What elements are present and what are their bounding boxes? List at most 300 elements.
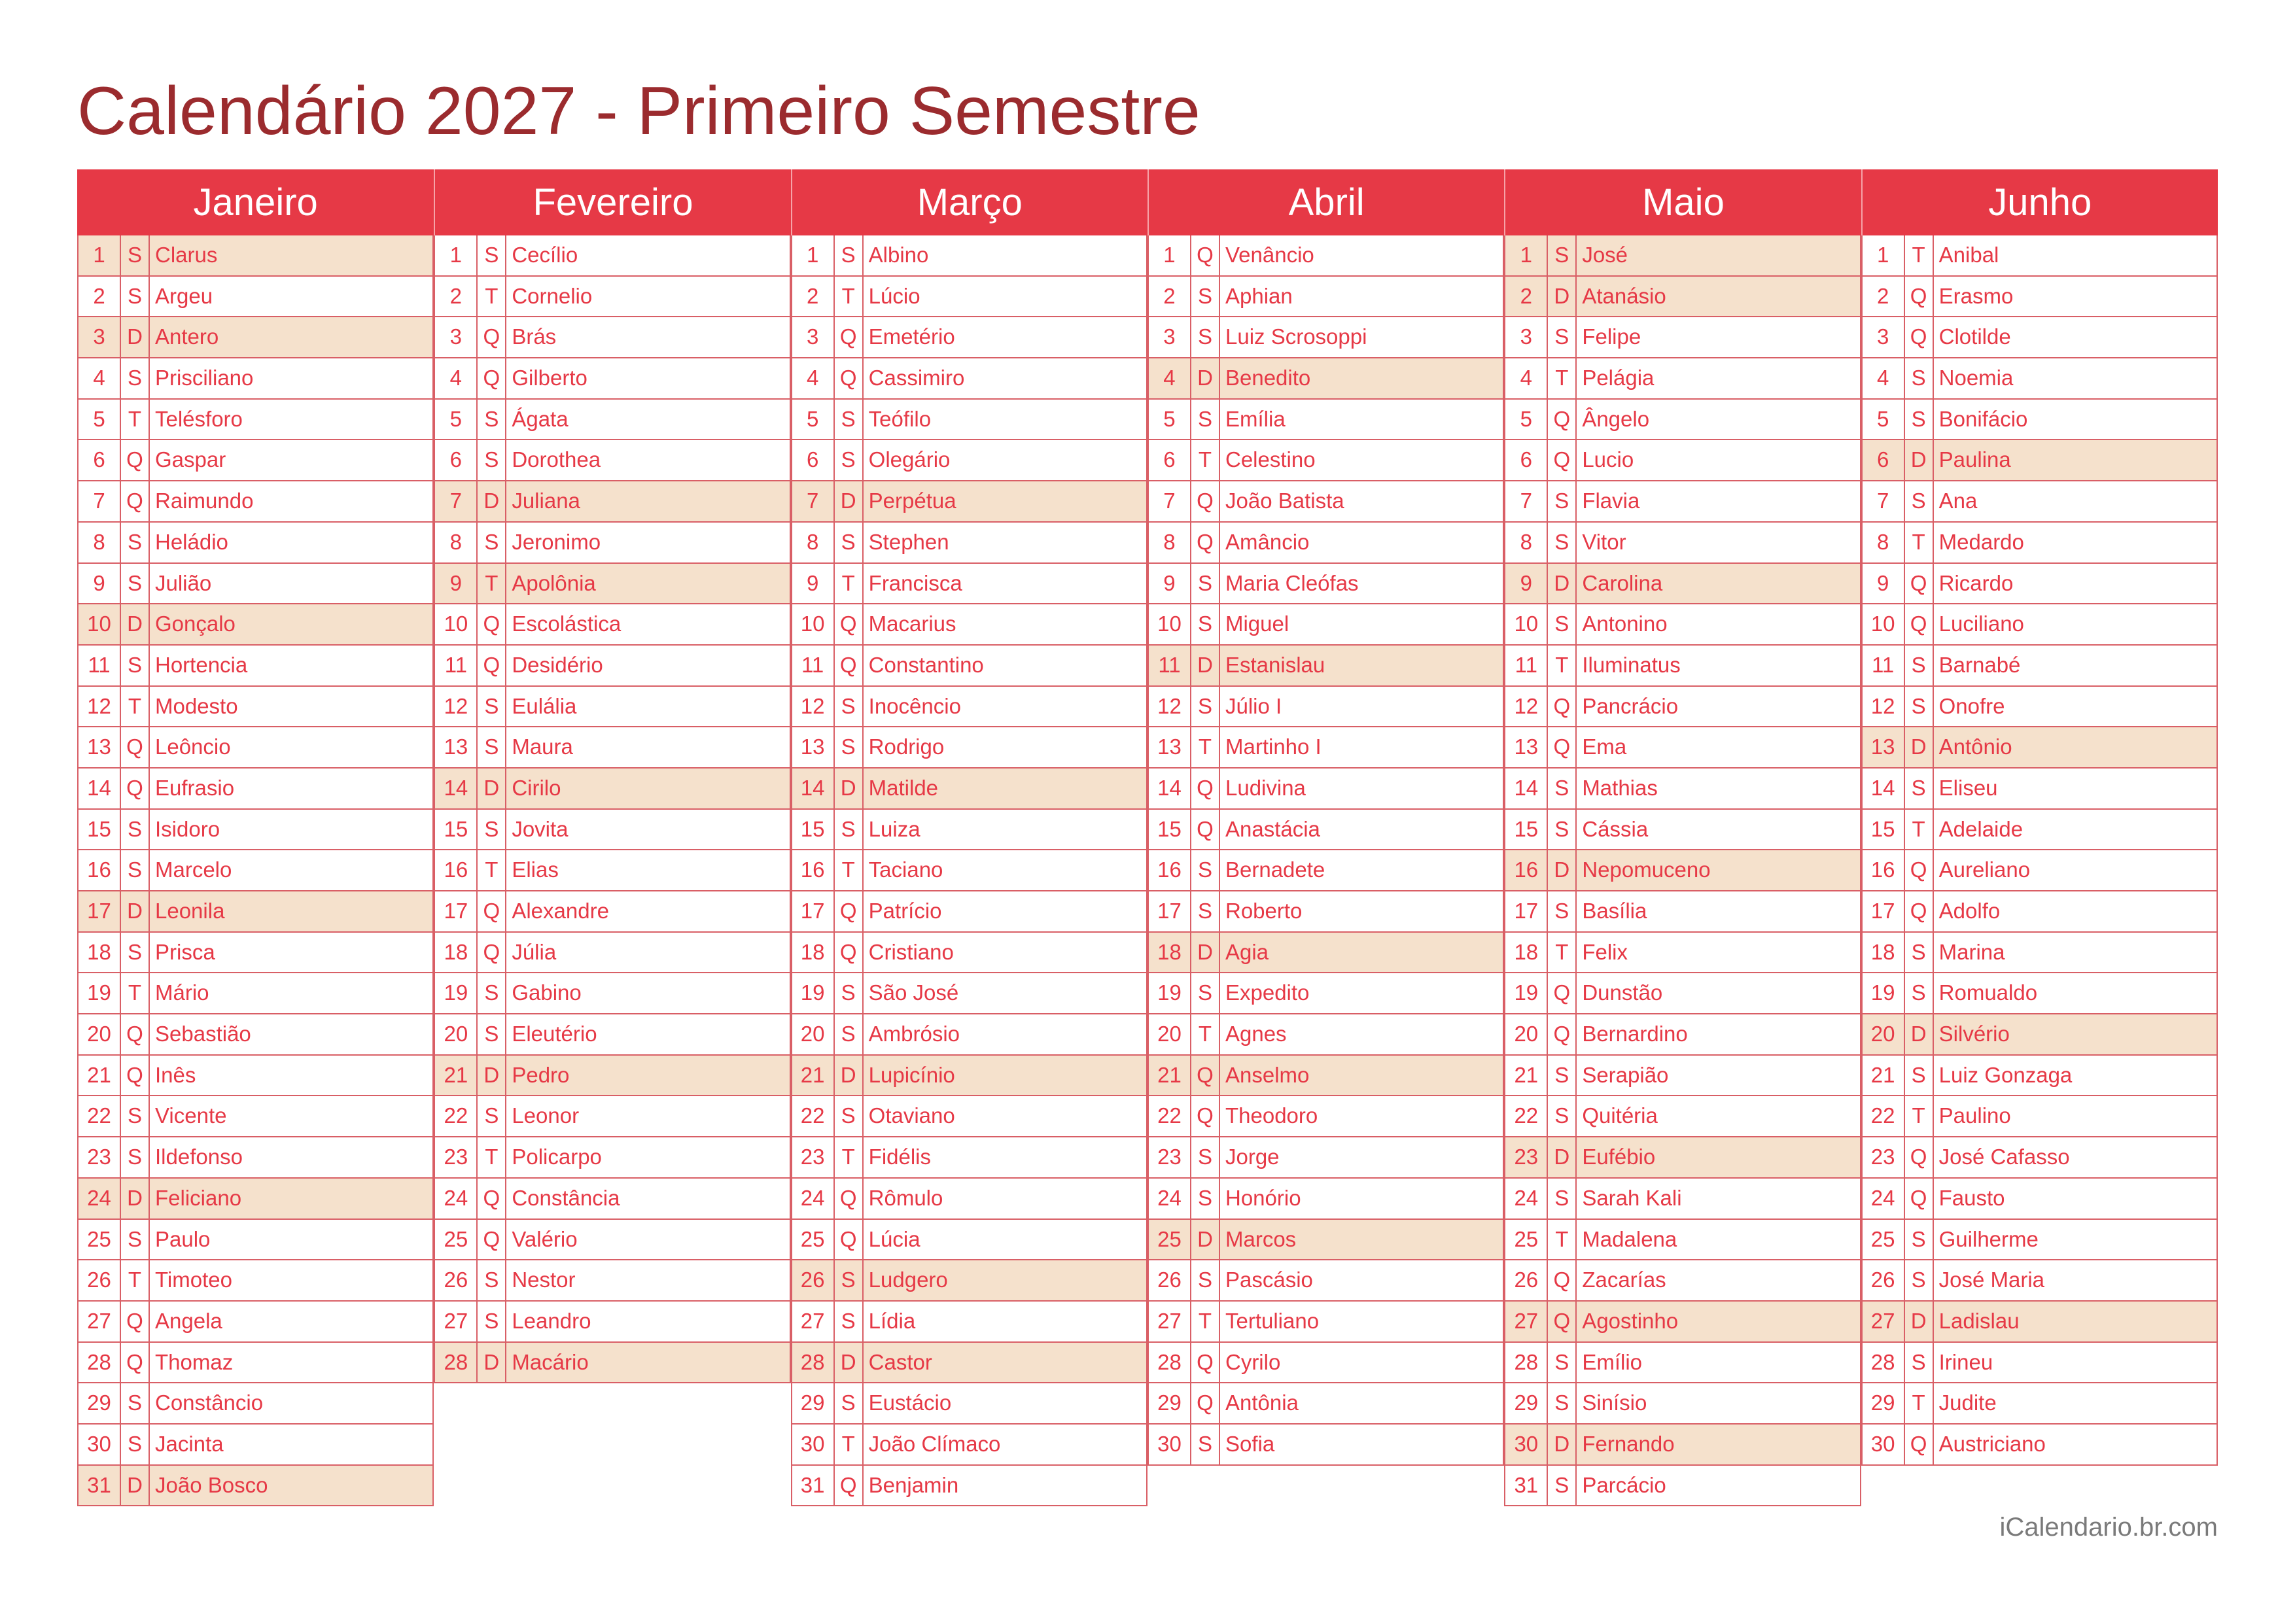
day-row bbox=[1861, 933, 2218, 974]
saint-name: Juliana bbox=[512, 489, 580, 513]
saint-name: Felix bbox=[1582, 939, 1628, 964]
weekday-letter: T bbox=[835, 564, 864, 604]
weekday-letter: D bbox=[835, 769, 864, 808]
saint-name: Paulino bbox=[1938, 1103, 2011, 1128]
day-number: 31 bbox=[792, 1466, 835, 1506]
saint-name: Noemia bbox=[1938, 366, 2014, 390]
saint-name: Inês bbox=[155, 1062, 196, 1087]
weekday-letter: D bbox=[478, 481, 506, 521]
weekday-letter: D bbox=[1191, 1220, 1220, 1260]
day-number: 2 bbox=[1505, 277, 1548, 317]
saint-name: Valério bbox=[512, 1226, 578, 1251]
day-number: 29 bbox=[1149, 1383, 1191, 1423]
day-number: 4 bbox=[1505, 358, 1548, 398]
day-row bbox=[1504, 564, 1861, 605]
weekday-letter: S bbox=[1905, 1343, 1934, 1383]
saint-name: Rômulo bbox=[868, 1185, 943, 1210]
day-number: 16 bbox=[1505, 850, 1548, 890]
saint-name: Luiz Scrosoppi bbox=[1225, 324, 1367, 349]
day-number: 6 bbox=[1505, 440, 1548, 480]
weekday-letter: Q bbox=[1191, 1056, 1220, 1096]
day-number: 17 bbox=[1863, 891, 1905, 931]
weekday-letter: S bbox=[835, 235, 864, 275]
day-row bbox=[77, 317, 434, 358]
weekday-letter: S bbox=[835, 1260, 864, 1300]
saint-name: Flavia bbox=[1582, 489, 1640, 513]
day-number: 25 bbox=[79, 1220, 121, 1260]
saint-name: Carolina bbox=[1582, 570, 1663, 595]
day-row bbox=[1861, 1343, 2218, 1384]
saint-name: Honório bbox=[1225, 1185, 1301, 1210]
day-row bbox=[791, 604, 1148, 646]
saint-name: Ângelo bbox=[1582, 406, 1650, 431]
weekday-letter: T bbox=[478, 850, 506, 890]
day-row bbox=[1504, 523, 1861, 564]
day-row bbox=[1148, 646, 1504, 687]
weekday-letter: T bbox=[1548, 358, 1577, 398]
weekday-letter: S bbox=[478, 727, 506, 767]
day-number: 7 bbox=[1863, 481, 1905, 521]
saint-name: Bernardino bbox=[1582, 1022, 1688, 1046]
day-row bbox=[1861, 481, 2218, 523]
day-number: 19 bbox=[1863, 973, 1905, 1013]
day-number: 11 bbox=[1505, 646, 1548, 685]
day-number: 13 bbox=[435, 727, 478, 767]
day-number: 8 bbox=[792, 523, 835, 562]
day-row bbox=[1148, 1302, 1504, 1343]
weekday-letter: D bbox=[121, 317, 150, 357]
day-row bbox=[1148, 358, 1504, 400]
saint-name: Heládio bbox=[155, 529, 228, 554]
day-number: 1 bbox=[1149, 235, 1191, 275]
day-row bbox=[77, 481, 434, 523]
month-header: Abril bbox=[1148, 169, 1504, 235]
day-row bbox=[1504, 646, 1861, 687]
day-row bbox=[434, 1260, 790, 1302]
day-number: 23 bbox=[1149, 1137, 1191, 1177]
saint-name: Albino bbox=[868, 243, 929, 267]
day-row bbox=[1861, 727, 2218, 769]
month-column bbox=[1861, 169, 2218, 1506]
weekday-letter: S bbox=[478, 1096, 506, 1136]
saint-name: Policarpo bbox=[512, 1145, 602, 1169]
saint-name: Francisca bbox=[868, 570, 962, 595]
day-row bbox=[1861, 1014, 2218, 1056]
saint-name: Quitéria bbox=[1582, 1103, 1658, 1128]
weekday-letter: S bbox=[1191, 973, 1220, 1013]
weekday-letter: S bbox=[1548, 317, 1577, 357]
saint-name: Maria Cleófas bbox=[1225, 570, 1359, 595]
weekday-letter: S bbox=[1191, 687, 1220, 727]
day-row bbox=[1861, 1260, 2218, 1302]
day-number: 11 bbox=[792, 646, 835, 685]
weekday-letter: D bbox=[1548, 564, 1577, 604]
day-row bbox=[1148, 235, 1504, 277]
day-number: 16 bbox=[1149, 850, 1191, 890]
day-row bbox=[1148, 1343, 1504, 1384]
day-row bbox=[1148, 850, 1504, 891]
day-number: 25 bbox=[1863, 1220, 1905, 1260]
weekday-letter: Q bbox=[1548, 727, 1577, 767]
weekday-letter: S bbox=[1905, 687, 1934, 727]
saint-name: Aureliano bbox=[1938, 857, 2031, 882]
day-number: 2 bbox=[1149, 277, 1191, 317]
day-number: 24 bbox=[792, 1179, 835, 1218]
saint-name: Expedito bbox=[1225, 980, 1310, 1005]
day-number: 12 bbox=[79, 687, 121, 727]
day-number: 27 bbox=[435, 1302, 478, 1341]
day-row bbox=[434, 440, 790, 481]
saint-name: Escolástica bbox=[512, 612, 622, 636]
weekday-letter: D bbox=[1905, 1302, 1934, 1341]
weekday-letter: D bbox=[1548, 277, 1577, 317]
day-number: 21 bbox=[792, 1056, 835, 1096]
weekday-letter: T bbox=[1905, 523, 1934, 562]
weekday-letter: Q bbox=[1548, 400, 1577, 440]
day-number: 5 bbox=[79, 400, 121, 440]
day-row bbox=[791, 850, 1148, 891]
saint-name: Modesto bbox=[155, 693, 238, 718]
weekday-letter: Q bbox=[121, 727, 150, 767]
day-row bbox=[1861, 1179, 2218, 1220]
day-row bbox=[1148, 727, 1504, 769]
saint-name: Serapião bbox=[1582, 1062, 1669, 1087]
day-row bbox=[434, 564, 790, 605]
day-number: 4 bbox=[435, 358, 478, 398]
saint-name: Guilherme bbox=[1938, 1226, 2039, 1251]
day-number: 14 bbox=[1505, 769, 1548, 808]
saint-name: Ana bbox=[1938, 489, 1978, 513]
day-row bbox=[791, 646, 1148, 687]
day-number: 4 bbox=[79, 358, 121, 398]
day-number: 15 bbox=[1505, 810, 1548, 850]
day-number: 11 bbox=[79, 646, 121, 685]
day-number: 6 bbox=[792, 440, 835, 480]
day-number: 18 bbox=[792, 933, 835, 973]
saint-name: Lúcia bbox=[868, 1226, 920, 1251]
day-row bbox=[791, 1220, 1148, 1261]
day-row bbox=[791, 277, 1148, 318]
day-row bbox=[1148, 1096, 1504, 1137]
day-row bbox=[1148, 1056, 1504, 1097]
day-row bbox=[434, 687, 790, 728]
saint-name: Leonor bbox=[512, 1103, 580, 1128]
day-number: 13 bbox=[1863, 727, 1905, 767]
saint-name: Jovita bbox=[512, 816, 569, 841]
day-number: 6 bbox=[1863, 440, 1905, 480]
day-number: 21 bbox=[79, 1056, 121, 1096]
day-row bbox=[1504, 235, 1861, 277]
day-number: 10 bbox=[792, 604, 835, 644]
day-number: 20 bbox=[79, 1014, 121, 1054]
weekday-letter: T bbox=[835, 850, 864, 890]
weekday-letter: D bbox=[835, 1343, 864, 1383]
weekday-letter: D bbox=[1905, 440, 1934, 480]
day-row bbox=[1148, 1220, 1504, 1261]
day-number: 24 bbox=[1863, 1179, 1905, 1218]
weekday-letter: Q bbox=[1905, 850, 1934, 890]
day-number: 27 bbox=[79, 1302, 121, 1341]
saint-name: Castor bbox=[868, 1349, 932, 1374]
saint-name: Benedito bbox=[1225, 366, 1311, 390]
day-row bbox=[791, 1466, 1148, 1507]
day-number: 26 bbox=[79, 1260, 121, 1300]
weekday-letter: T bbox=[835, 1425, 864, 1464]
weekday-letter: Q bbox=[1548, 440, 1577, 480]
saint-name: Estanislau bbox=[1225, 652, 1325, 677]
day-number: 23 bbox=[435, 1137, 478, 1177]
day-number: 1 bbox=[1863, 235, 1905, 275]
day-row bbox=[791, 687, 1148, 728]
day-number: 31 bbox=[1505, 1466, 1548, 1506]
saint-name: Desidério bbox=[512, 652, 603, 677]
day-number: 26 bbox=[1505, 1260, 1548, 1300]
weekday-letter: Q bbox=[835, 646, 864, 685]
day-row bbox=[77, 1179, 434, 1220]
saint-name: José bbox=[1582, 243, 1628, 267]
day-number: 30 bbox=[79, 1425, 121, 1464]
day-row bbox=[1504, 1425, 1861, 1466]
day-number: 22 bbox=[435, 1096, 478, 1136]
day-number: 1 bbox=[1505, 235, 1548, 275]
day-row bbox=[791, 1179, 1148, 1220]
day-number: 9 bbox=[792, 564, 835, 604]
day-row bbox=[1861, 1056, 2218, 1097]
day-row bbox=[1148, 687, 1504, 728]
day-row bbox=[791, 1343, 1148, 1384]
day-number: 7 bbox=[1505, 481, 1548, 521]
day-number: 3 bbox=[79, 317, 121, 357]
day-number: 2 bbox=[1863, 277, 1905, 317]
saint-name: Pascásio bbox=[1225, 1268, 1313, 1292]
day-row bbox=[1861, 646, 2218, 687]
day-number: 28 bbox=[1863, 1343, 1905, 1383]
day-number: 18 bbox=[1863, 933, 1905, 973]
day-row bbox=[1861, 523, 2218, 564]
day-number: 13 bbox=[1505, 727, 1548, 767]
saint-name: Pancrácio bbox=[1582, 693, 1679, 718]
saint-name: Agostinho bbox=[1582, 1308, 1679, 1333]
day-number: 6 bbox=[435, 440, 478, 480]
day-row bbox=[1504, 1014, 1861, 1056]
day-row bbox=[77, 523, 434, 564]
day-number: 17 bbox=[792, 891, 835, 931]
weekday-letter: S bbox=[478, 1014, 506, 1054]
day-number: 23 bbox=[1505, 1137, 1548, 1177]
saint-name: Roberto bbox=[1225, 899, 1303, 923]
day-number: 4 bbox=[792, 358, 835, 398]
saint-name: Leonila bbox=[155, 899, 225, 923]
weekday-letter: Q bbox=[478, 358, 506, 398]
day-row bbox=[791, 769, 1148, 810]
day-row bbox=[791, 1260, 1148, 1302]
day-row bbox=[77, 687, 434, 728]
day-row bbox=[77, 604, 434, 646]
saint-name: Angela bbox=[155, 1308, 222, 1333]
weekday-letter: T bbox=[121, 400, 150, 440]
weekday-letter: S bbox=[478, 1302, 506, 1341]
saint-name: Prisca bbox=[155, 939, 215, 964]
day-number: 26 bbox=[1149, 1260, 1191, 1300]
weekday-letter: S bbox=[1548, 810, 1577, 850]
saint-name: Ambrósio bbox=[868, 1022, 960, 1046]
saint-name: Atanásio bbox=[1582, 283, 1666, 308]
weekday-letter: Q bbox=[121, 1343, 150, 1383]
day-row bbox=[1861, 235, 2218, 277]
saint-name: Antônio bbox=[1938, 734, 2012, 759]
saint-name: Taciano bbox=[868, 857, 943, 882]
day-row bbox=[1504, 769, 1861, 810]
weekday-letter: Q bbox=[121, 1014, 150, 1054]
weekday-letter: Q bbox=[1905, 1137, 1934, 1177]
saint-name: Medardo bbox=[1938, 529, 2024, 554]
saint-name: Amâncio bbox=[1225, 529, 1310, 554]
day-row bbox=[77, 564, 434, 605]
day-number: 16 bbox=[1863, 850, 1905, 890]
weekday-letter: T bbox=[1548, 933, 1577, 973]
saint-name: Eustácio bbox=[868, 1391, 952, 1415]
saint-name: Ema bbox=[1582, 734, 1627, 759]
saint-name: Constâncio bbox=[155, 1391, 264, 1415]
saint-name: Pelágia bbox=[1582, 366, 1655, 390]
weekday-letter: S bbox=[478, 400, 506, 440]
month-header: Janeiro bbox=[77, 169, 434, 235]
day-number: 15 bbox=[435, 810, 478, 850]
weekday-letter: S bbox=[1905, 400, 1934, 440]
weekday-letter: S bbox=[835, 1383, 864, 1423]
saint-name: Luiza bbox=[868, 816, 920, 841]
saint-name: Eufébio bbox=[1582, 1145, 1656, 1169]
day-row bbox=[1861, 1096, 2218, 1137]
saint-name: Luciliano bbox=[1938, 612, 2024, 636]
saint-name: Feliciano bbox=[155, 1185, 242, 1210]
day-row bbox=[1504, 604, 1861, 646]
saint-name: Felipe bbox=[1582, 324, 1641, 349]
weekday-letter: D bbox=[835, 1056, 864, 1096]
weekday-letter: S bbox=[1548, 1096, 1577, 1136]
day-row bbox=[1504, 891, 1861, 933]
weekday-letter: Q bbox=[1905, 604, 1934, 644]
day-row bbox=[1148, 1260, 1504, 1302]
day-row bbox=[1504, 358, 1861, 400]
day-number: 14 bbox=[792, 769, 835, 808]
weekday-letter: S bbox=[1548, 891, 1577, 931]
day-number: 13 bbox=[1149, 727, 1191, 767]
day-row bbox=[1148, 933, 1504, 974]
saint-name: Paulina bbox=[1938, 447, 2011, 472]
day-number: 13 bbox=[79, 727, 121, 767]
day-number: 16 bbox=[79, 850, 121, 890]
saint-name: Paulo bbox=[155, 1226, 211, 1251]
day-row bbox=[1148, 523, 1504, 564]
saint-name: Martinho I bbox=[1225, 734, 1322, 759]
weekday-letter: T bbox=[835, 277, 864, 317]
saint-name: Zacarías bbox=[1582, 1268, 1666, 1292]
saint-name: João Clímaco bbox=[868, 1431, 1001, 1456]
day-number: 21 bbox=[1149, 1056, 1191, 1096]
weekday-letter: D bbox=[1191, 358, 1220, 398]
day-row bbox=[434, 317, 790, 358]
saint-name: Olegário bbox=[868, 447, 951, 472]
day-number: 24 bbox=[79, 1179, 121, 1218]
weekday-letter: D bbox=[1548, 1137, 1577, 1177]
saint-name: Isidoro bbox=[155, 816, 220, 841]
saint-name: Leandro bbox=[512, 1308, 591, 1333]
saint-name: Cássia bbox=[1582, 816, 1649, 841]
saint-name: Erasmo bbox=[1938, 283, 2014, 308]
saint-name: Tertuliano bbox=[1225, 1308, 1320, 1333]
saint-name: Elias bbox=[512, 857, 559, 882]
day-number: 8 bbox=[435, 523, 478, 562]
day-number: 26 bbox=[1863, 1260, 1905, 1300]
day-number: 11 bbox=[435, 646, 478, 685]
day-row bbox=[1504, 1220, 1861, 1261]
saint-name: Marcelo bbox=[155, 857, 232, 882]
weekday-letter: Q bbox=[1191, 769, 1220, 808]
weekday-letter: S bbox=[1905, 933, 1934, 973]
saint-name: Perpétua bbox=[868, 489, 956, 513]
day-row bbox=[434, 1220, 790, 1261]
day-row bbox=[1861, 1137, 2218, 1179]
weekday-letter: S bbox=[835, 440, 864, 480]
day-number: 22 bbox=[79, 1096, 121, 1136]
weekday-letter: Q bbox=[1548, 1302, 1577, 1341]
weekday-letter: S bbox=[1905, 1220, 1934, 1260]
day-row bbox=[1148, 973, 1504, 1014]
saint-name: Marcos bbox=[1225, 1226, 1297, 1251]
month-header: Junho bbox=[1861, 169, 2218, 235]
day-row bbox=[77, 727, 434, 769]
saint-name: Antônia bbox=[1225, 1391, 1299, 1415]
day-row bbox=[1861, 317, 2218, 358]
saint-name: Celestino bbox=[1225, 447, 1316, 472]
day-row bbox=[77, 1260, 434, 1302]
saint-name: São José bbox=[868, 980, 959, 1005]
day-number: 18 bbox=[1505, 933, 1548, 973]
saint-name: Brás bbox=[512, 324, 557, 349]
weekday-letter: Q bbox=[1905, 277, 1934, 317]
weekday-letter: S bbox=[478, 1260, 506, 1300]
weekday-letter: S bbox=[1548, 1343, 1577, 1383]
day-row bbox=[1504, 933, 1861, 974]
day-row bbox=[1148, 481, 1504, 523]
day-row bbox=[1504, 1343, 1861, 1384]
day-row bbox=[1861, 440, 2218, 481]
day-number: 3 bbox=[1505, 317, 1548, 357]
weekday-letter: T bbox=[1905, 1096, 1934, 1136]
saint-name: Stephen bbox=[868, 529, 949, 554]
weekday-letter: D bbox=[835, 481, 864, 521]
day-row bbox=[1148, 400, 1504, 441]
weekday-letter: Q bbox=[1191, 1383, 1220, 1423]
day-number: 9 bbox=[79, 564, 121, 604]
day-number: 24 bbox=[435, 1179, 478, 1218]
weekday-letter: Q bbox=[1191, 1096, 1220, 1136]
footer-site-link[interactable]: iCalendario.br.com bbox=[1999, 1513, 2218, 1542]
day-row bbox=[434, 727, 790, 769]
day-row bbox=[1504, 317, 1861, 358]
day-row bbox=[434, 523, 790, 564]
day-row bbox=[434, 646, 790, 687]
weekday-letter: Q bbox=[835, 317, 864, 357]
day-number: 12 bbox=[1149, 687, 1191, 727]
weekday-letter: Q bbox=[1905, 1425, 1934, 1464]
day-row bbox=[791, 973, 1148, 1014]
day-number: 17 bbox=[1149, 891, 1191, 931]
day-number: 27 bbox=[1863, 1302, 1905, 1341]
day-row bbox=[1861, 850, 2218, 891]
day-number: 29 bbox=[79, 1383, 121, 1423]
